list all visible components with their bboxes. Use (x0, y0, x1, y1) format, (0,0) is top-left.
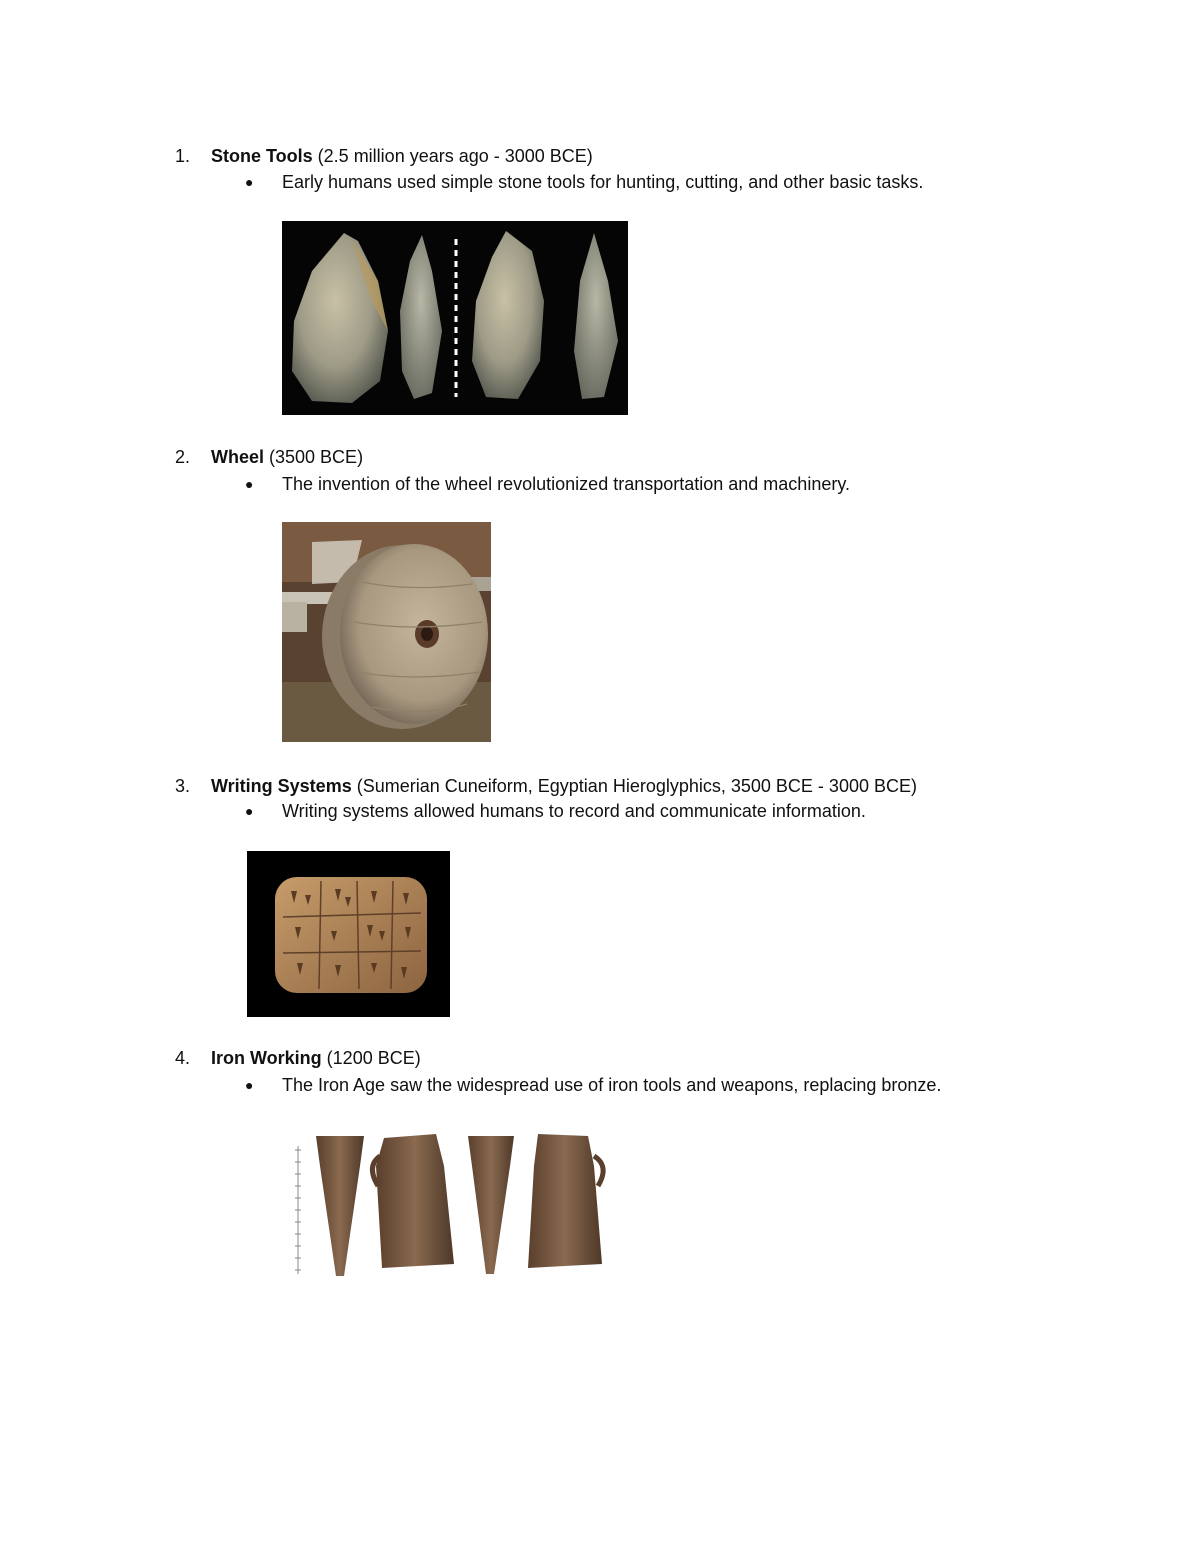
bullet-point (245, 473, 850, 495)
wooden-wheel-photo (282, 522, 491, 742)
bullet-point (245, 800, 866, 822)
item-title: Writing Systems (211, 776, 352, 796)
bullet-icon: ● (245, 1077, 254, 1093)
bullet-text: Writing systems allowed humans to record and communicate information. (282, 801, 866, 821)
stone-handaxes-photo (282, 221, 628, 415)
list-number: 3. (175, 776, 191, 796)
item-title: Stone Tools (211, 146, 313, 166)
cuneiform-tablet-photo (247, 851, 450, 1017)
list-item-stone-tools (175, 145, 593, 167)
bullet-icon: ● (245, 476, 254, 492)
bullet-text: The invention of the wheel revolutionized transportation and machinery. (282, 474, 851, 494)
bullet-point (245, 1074, 941, 1096)
list-item-iron-working (175, 1047, 421, 1069)
list-item-writing-systems (175, 775, 917, 797)
bullet-text: The Iron Age saw the widespread use of iron tools and weapons, replacing bronze. (282, 1075, 942, 1095)
item-title: Wheel (211, 447, 265, 467)
list-number: 1. (175, 146, 191, 166)
item-detail: (Sumerian Cuneiform, Egyptian Hieroglyphics, 3500 BCE - 3000 BCE) (351, 776, 917, 796)
item-detail: (3500 BCE) (264, 447, 364, 467)
list-number: 2. (175, 447, 191, 467)
axe-heads-photo (288, 1126, 614, 1280)
item-title: Iron Working (211, 1048, 322, 1068)
list-item-wheel (175, 446, 363, 468)
bullet-point (245, 171, 923, 193)
list-number: 4. (175, 1048, 191, 1068)
bullet-icon: ● (245, 174, 254, 190)
bullet-text: Early humans used simple stone tools for hunting, cutting, and other basic tasks. (282, 172, 924, 192)
item-detail: (2.5 million years ago - 3000 BCE) (312, 146, 593, 166)
bullet-icon: ● (245, 803, 254, 819)
item-detail: (1200 BCE) (321, 1048, 421, 1068)
